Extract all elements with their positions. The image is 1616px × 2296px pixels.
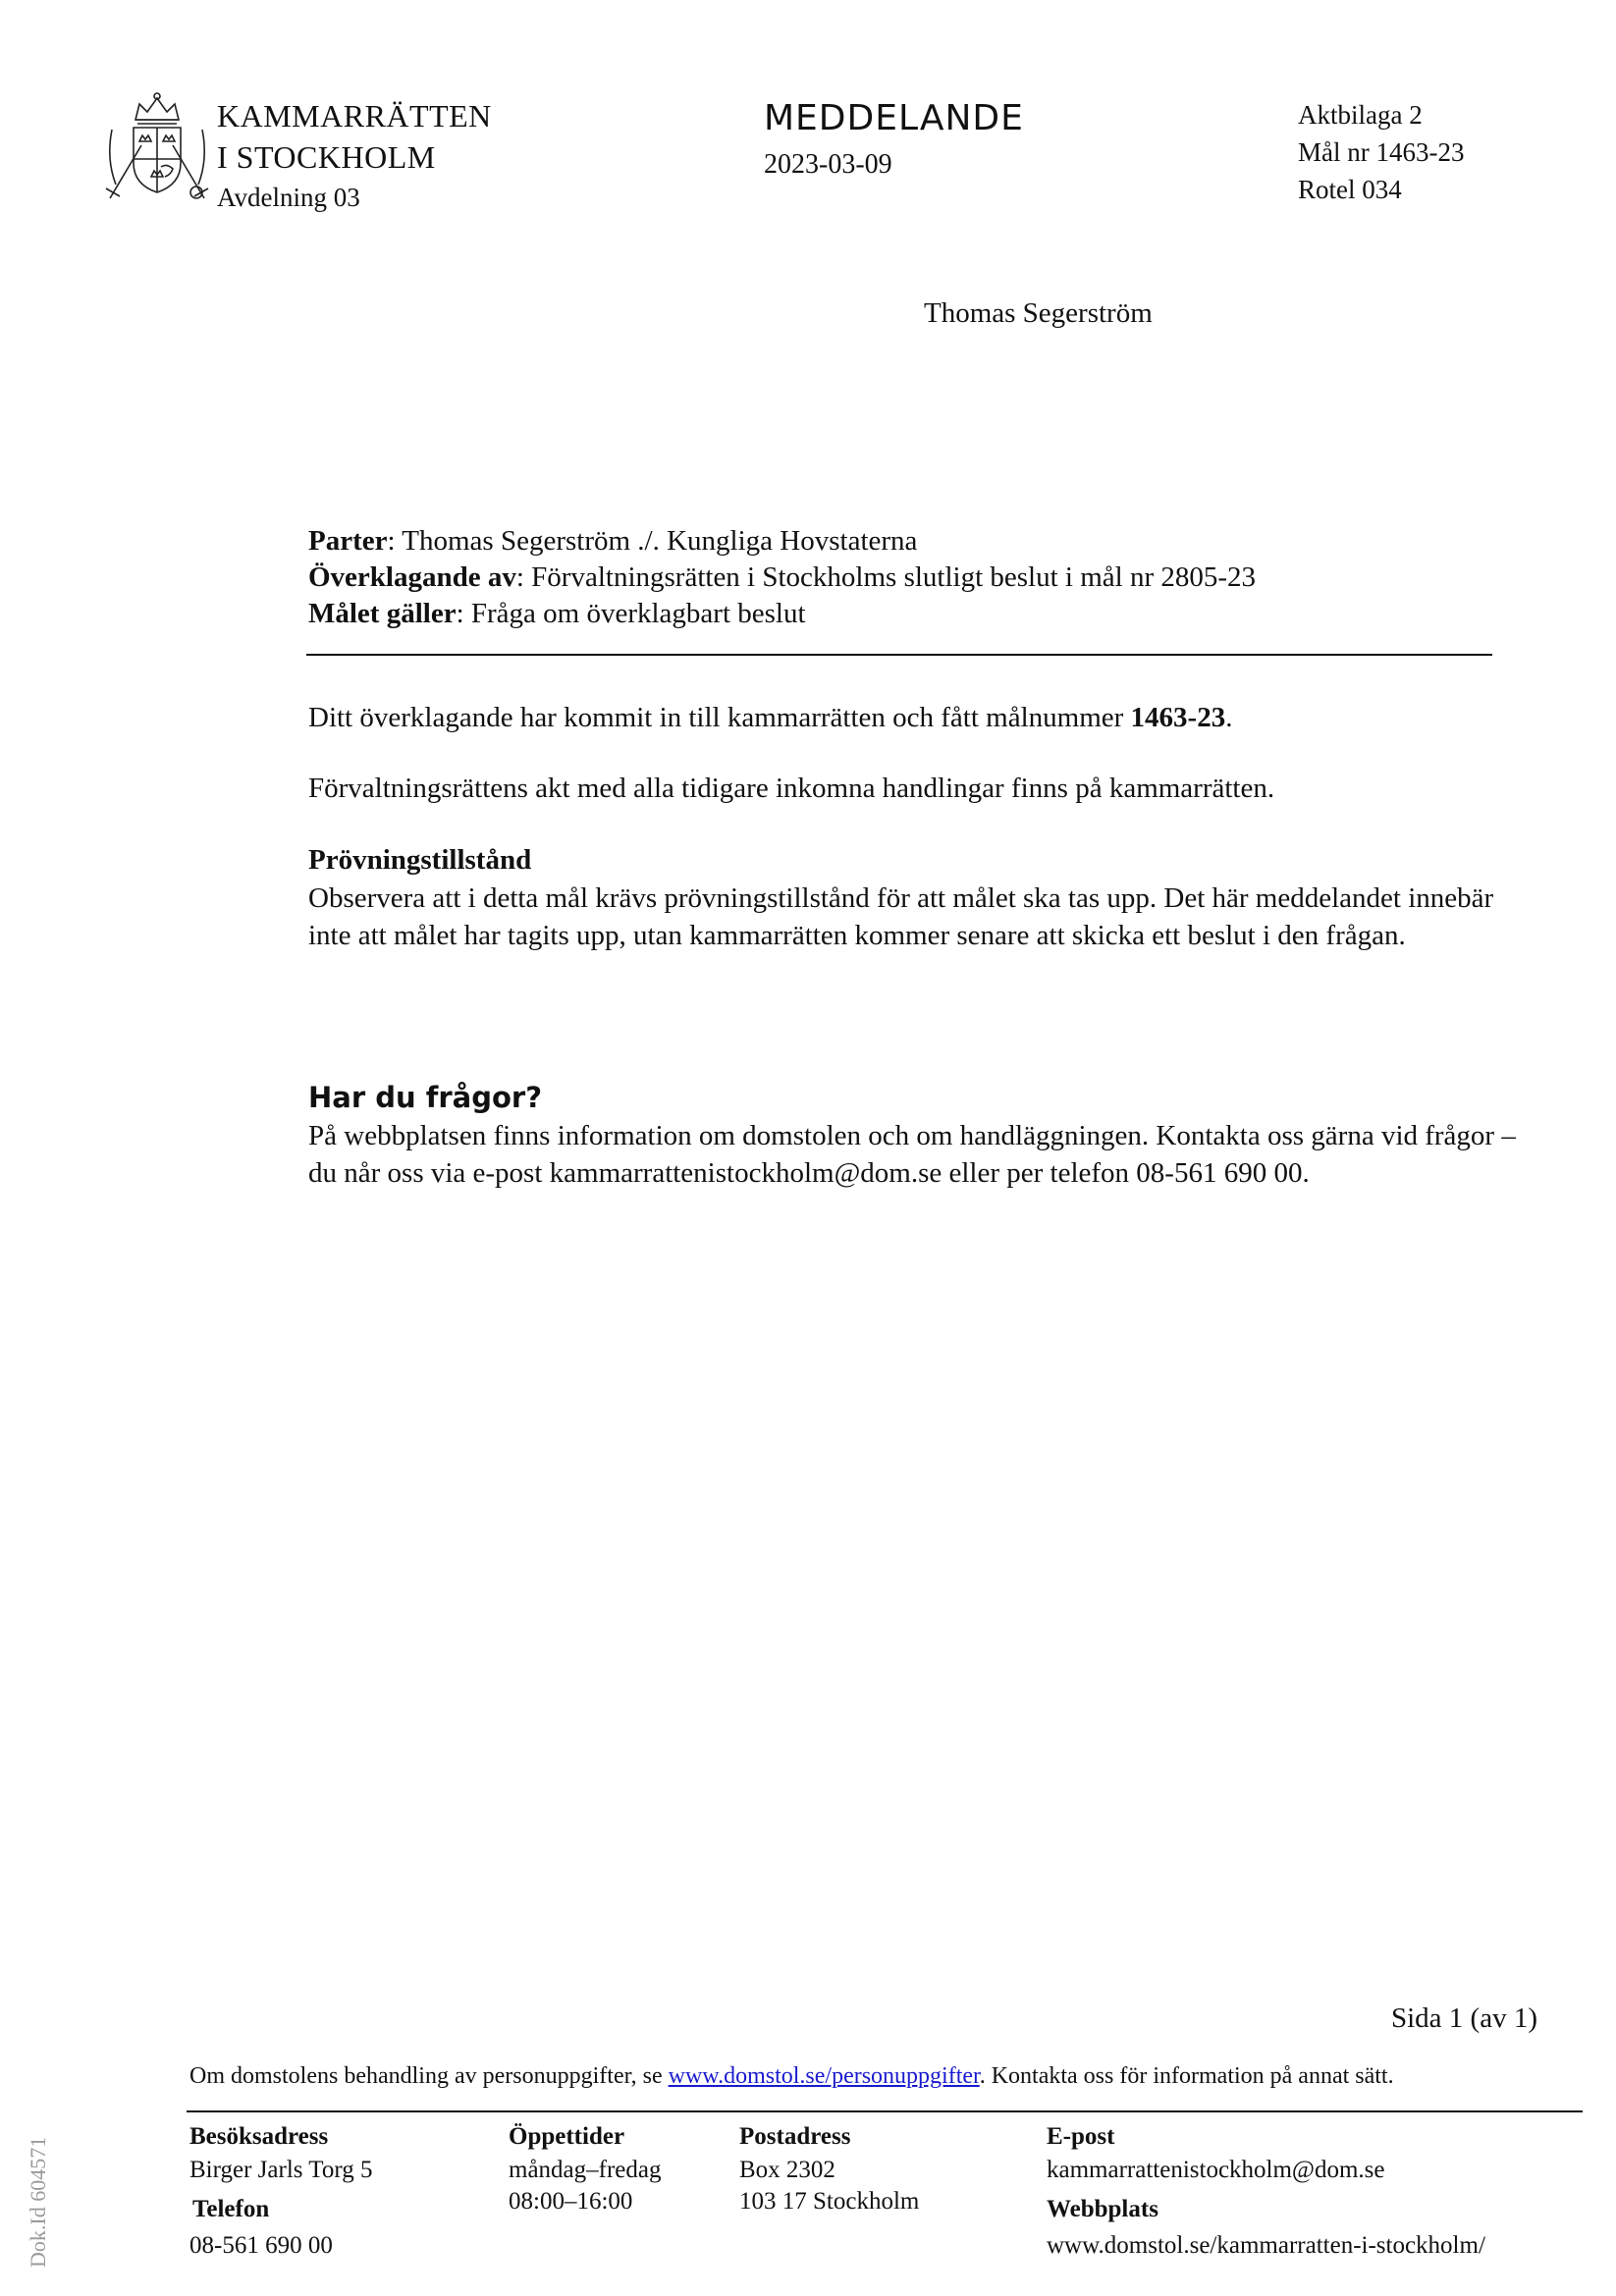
ref-appendix: Aktbilaga 2	[1298, 100, 1423, 130]
phone-label: Telefon	[192, 2196, 270, 2222]
case-appeal-line	[308, 561, 1256, 594]
paragraph-leave-to-appeal: Observera att i detta mål krävs prövningstillstånd för att målet ska tas upp. Det här meddelandet innebär inte att målet har tagits upp, utan kammarrätten kommer senare att skicka ett beslut i den frågan.	[308, 882, 1494, 951]
email-value[interactable]: kammarrattenistockholm@dom.se	[1047, 2157, 1385, 2183]
visit-address-value: Birger Jarls Torg 5	[189, 2157, 373, 2183]
hours-label: Öppettider	[509, 2123, 625, 2150]
privacy-note	[189, 2063, 1394, 2090]
visit-address-label: Besöksadress	[189, 2123, 329, 2150]
court-name-line1: KAMMARRÄTTEN	[217, 98, 492, 133]
para1-case-number: 1463-23	[1130, 702, 1226, 733]
ref-case-number: Mål nr 1463-23	[1298, 137, 1465, 167]
email-label: E-post	[1047, 2123, 1115, 2150]
parties-value: : Thomas Segerström ./. Kungliga Hovstaterna	[387, 525, 918, 557]
footer-divider	[187, 2110, 1583, 2112]
subject-label: Målet gäller	[308, 598, 457, 629]
paragraph-contact: På webbplatsen finns information om domstolen och om handläggningen. Kontakta oss gärna vid frågor – du når oss via e-post kammarrattenistockholm@dom.se eller per telefon 08-561 690 00.	[308, 1120, 1516, 1189]
meta-divider	[306, 654, 1492, 656]
parties-label: Parter	[308, 525, 388, 557]
phone-value: 08-561 690 00	[189, 2232, 333, 2259]
website-label: Webbplats	[1047, 2196, 1158, 2222]
document-id: Dok.Id 604571	[26, 2136, 50, 2268]
privacy-prefix: Om domstolens behandling av personuppgifter, se	[189, 2063, 669, 2089]
post-address-label: Postadress	[739, 2123, 851, 2150]
heading-questions: Har du frågor?	[308, 1081, 543, 1114]
hours-days: måndag–fredag	[509, 2157, 662, 2183]
heading-leave-to-appeal: Prövningstillstånd	[308, 844, 532, 876]
ref-rotel: Rotel 034	[1298, 175, 1402, 204]
case-parties-line	[308, 525, 917, 558]
appeal-label: Överklagande av	[308, 561, 516, 593]
division-label: Avdelning 03	[217, 183, 360, 212]
paragraph-case-received	[308, 699, 1516, 736]
case-subject-line	[308, 598, 806, 630]
para1-suffix: .	[1225, 702, 1233, 733]
court-coat-of-arms-logo	[102, 90, 212, 206]
court-name-line2: I STOCKHOLM	[217, 139, 436, 175]
document-date: 2023-03-09	[764, 149, 892, 180]
website-value[interactable]: www.domstol.se/kammarratten-i-stockholm/	[1047, 2232, 1485, 2259]
privacy-suffix: . Kontakta oss för information på annat sätt.	[979, 2063, 1394, 2089]
document-type-title: MEDDELANDE	[764, 98, 1024, 138]
post-address-line2: 103 17 Stockholm	[739, 2188, 920, 2215]
recipient-name: Thomas Segerström	[924, 297, 1153, 329]
hours-time: 08:00–16:00	[509, 2188, 633, 2215]
appeal-value: : Förvaltningsrätten i Stockholms slutligt beslut i mål nr 2805-23	[515, 561, 1257, 593]
para1-text: Ditt överklagande har kommit in till kammarrätten och fått målnummer	[308, 702, 1131, 733]
subject-value: : Fråga om överklagbart beslut	[456, 598, 806, 629]
page-number: Sida 1 (av 1)	[1391, 2002, 1537, 2034]
privacy-link[interactable]: www.domstol.se/personuppgifter	[668, 2063, 980, 2089]
paragraph-case-file: Förvaltningsrättens akt med alla tidigare inkomna handlingar finns på kammarrätten.	[308, 773, 1275, 804]
post-address-line1: Box 2302	[739, 2157, 835, 2183]
